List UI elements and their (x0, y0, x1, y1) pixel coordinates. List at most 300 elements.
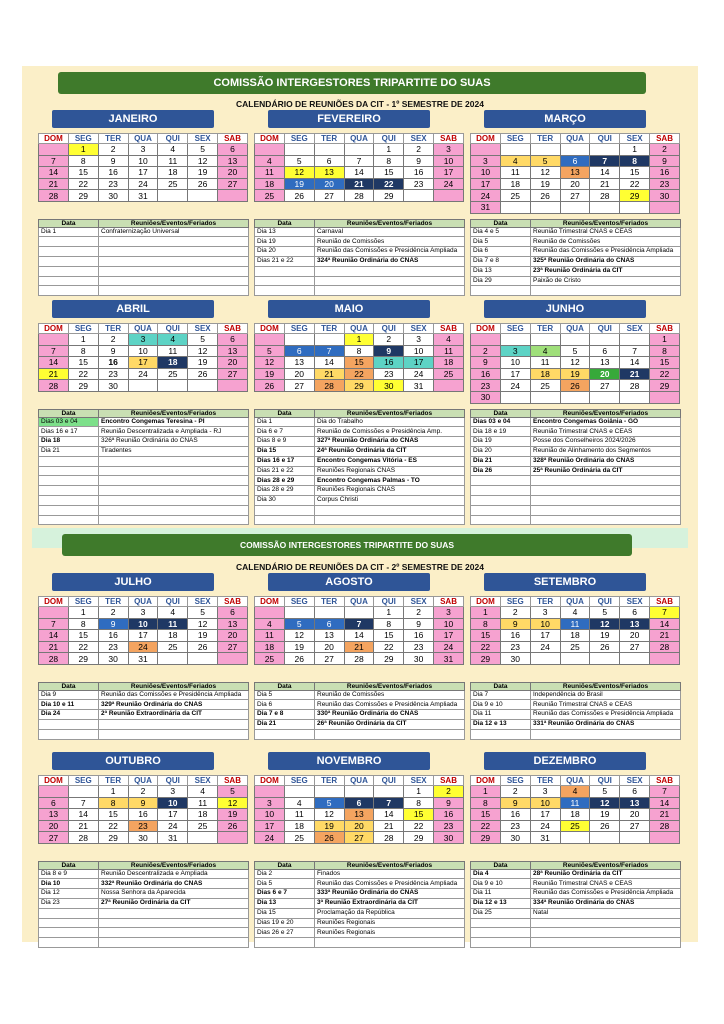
weekday-header: DOM (39, 324, 69, 334)
event-date (255, 505, 315, 515)
weekday-header: TER (530, 597, 560, 607)
event-date: Dia 5 (255, 690, 315, 700)
title-banner-2: COMISSÃO INTERGESTORES TRIPARTITE DO SUAS (62, 534, 632, 556)
day-cell: 2 (471, 345, 501, 357)
event-date: Dia 12 e 13 (471, 898, 531, 908)
day-cell (344, 607, 374, 619)
event-date: Dia 18 (39, 437, 99, 447)
day-cell (560, 391, 590, 403)
event-description (99, 247, 249, 257)
day-cell: 20 (590, 368, 620, 380)
event-date: Dia 29 (471, 276, 531, 286)
day-cell: 30 (98, 190, 128, 202)
day-cell: 26 (530, 190, 560, 202)
day-cell: 24 (500, 380, 530, 392)
calendar-grid (38, 133, 248, 202)
day-cell: 18 (560, 809, 590, 821)
calendar-grid (470, 775, 680, 844)
day-cell (620, 334, 650, 346)
event-date: Dia 9 e 10 (471, 700, 531, 710)
day-cell: 24 (128, 641, 158, 653)
weekday-header: QUI (374, 324, 404, 334)
day-cell (218, 653, 248, 665)
weekday-header: SEG (284, 324, 314, 334)
calendar-grid (38, 775, 248, 844)
month-header: MARÇO (484, 110, 646, 128)
day-cell (39, 786, 69, 798)
weekday-header: SAB (218, 597, 248, 607)
event-description: Tiradentes (99, 446, 249, 456)
event-description: Reunião das Comissões e Presidência Ampliada (315, 879, 465, 889)
day-cell: 14 (39, 630, 69, 642)
day-cell (530, 391, 560, 403)
day-cell: 19 (188, 357, 218, 369)
day-cell: 15 (68, 167, 98, 179)
day-cell: 20 (218, 167, 248, 179)
day-cell: 4 (434, 334, 464, 346)
day-cell: 3 (500, 345, 530, 357)
day-cell: 3 (128, 334, 158, 346)
day-cell (188, 380, 218, 392)
weekday-header: SEG (68, 776, 98, 786)
event-date (471, 495, 531, 505)
events-desc-header: Reuniões/Eventos/Feriados (315, 682, 465, 690)
event-description (99, 938, 249, 948)
day-cell: 26 (188, 368, 218, 380)
day-cell: 6 (218, 144, 248, 156)
day-cell: 23 (404, 641, 434, 653)
day-cell: 17 (404, 357, 434, 369)
day-cell: 20 (284, 368, 314, 380)
day-cell: 17 (128, 357, 158, 369)
event-description (99, 928, 249, 938)
day-cell: 31 (128, 653, 158, 665)
day-cell: 23 (650, 178, 680, 190)
day-cell: 1 (98, 786, 128, 798)
day-cell: 20 (218, 630, 248, 642)
day-cell: 5 (188, 144, 218, 156)
day-cell: 25 (158, 368, 188, 380)
event-date (39, 276, 99, 286)
day-cell: 24 (158, 820, 188, 832)
day-cell: 7 (344, 155, 374, 167)
day-cell: 18 (434, 357, 464, 369)
day-cell: 5 (560, 345, 590, 357)
day-cell: 1 (620, 144, 650, 156)
day-cell: 8 (650, 345, 680, 357)
day-cell: 12 (530, 167, 560, 179)
day-cell: 6 (314, 155, 344, 167)
day-cell: 4 (158, 144, 188, 156)
day-cell: 10 (434, 155, 464, 167)
day-cell: 26 (255, 380, 285, 392)
day-cell: 13 (590, 357, 620, 369)
events-date-header: Data (255, 682, 315, 690)
event-date (39, 938, 99, 948)
day-cell: 22 (68, 178, 98, 190)
calendar-grid (38, 323, 248, 392)
day-cell: 2 (650, 144, 680, 156)
day-cell: 28 (39, 653, 69, 665)
event-date: Dia 23 (39, 898, 99, 908)
event-description (315, 266, 465, 276)
day-cell: 8 (404, 797, 434, 809)
weekday-header: SAB (434, 134, 464, 144)
weekday-header: SEX (620, 324, 650, 334)
month-header: DEZEMBRO (484, 752, 646, 770)
event-date: Dia 13 (471, 266, 531, 276)
weekday-header: SAB (650, 324, 680, 334)
day-cell: 3 (158, 786, 188, 798)
month-header: AGOSTO (268, 573, 430, 591)
day-cell (471, 334, 501, 346)
event-description: Reuniões Regionais CNAS (315, 486, 465, 496)
events-table (38, 409, 249, 526)
day-cell: 1 (344, 334, 374, 346)
events-desc-header: Reuniões/Eventos/Feriados (531, 219, 681, 227)
day-cell: 12 (188, 618, 218, 630)
day-cell: 1 (650, 334, 680, 346)
day-cell: 18 (500, 178, 530, 190)
weekday-header: QUI (158, 134, 188, 144)
day-cell: 18 (158, 167, 188, 179)
event-description (531, 505, 681, 515)
event-description: 2ª Reunião Extraordinária da CIT (99, 710, 249, 720)
events-date-header: Data (255, 861, 315, 869)
day-cell: 16 (98, 630, 128, 642)
day-cell: 9 (98, 618, 128, 630)
event-description (315, 515, 465, 525)
event-date: Dia 4 (471, 869, 531, 879)
weekday-header: SEX (620, 597, 650, 607)
events-table (470, 219, 681, 297)
day-cell: 25 (560, 820, 590, 832)
event-date (39, 237, 99, 247)
day-cell: 3 (128, 144, 158, 156)
weekday-header: SEX (188, 324, 218, 334)
weekday-header: QUA (344, 134, 374, 144)
event-description: 327ª Reunião Ordinária do CNAS (315, 437, 465, 447)
event-description (315, 505, 465, 515)
day-cell: 17 (530, 809, 560, 821)
day-cell (650, 391, 680, 403)
day-cell: 18 (255, 641, 285, 653)
event-description: Reunião das Comissões e Presidência Ampliada (531, 889, 681, 899)
event-description: 23ª Reunião Ordinária da CIT (531, 266, 681, 276)
events-desc-header: Reuniões/Eventos/Feriados (315, 409, 465, 417)
month-header: OUTUBRO (52, 752, 214, 770)
event-description (99, 237, 249, 247)
day-cell: 15 (344, 357, 374, 369)
event-description (99, 495, 249, 505)
day-cell: 6 (590, 345, 620, 357)
day-cell: 22 (620, 178, 650, 190)
month-header: NOVEMBRO (268, 752, 430, 770)
day-cell (560, 201, 590, 213)
day-cell: 14 (39, 167, 69, 179)
event-description: 328ª Reunião Ordinária do CNAS (531, 456, 681, 466)
event-date: Dia 20 (471, 446, 531, 456)
event-date (255, 266, 315, 276)
event-description (99, 918, 249, 928)
day-cell: 16 (500, 809, 530, 821)
event-description (531, 918, 681, 928)
day-cell: 3 (434, 607, 464, 619)
events-date-header: Data (39, 682, 99, 690)
day-cell (530, 201, 560, 213)
event-description (99, 456, 249, 466)
day-cell: 18 (188, 809, 218, 821)
day-cell: 5 (218, 786, 248, 798)
day-cell: 12 (314, 809, 344, 821)
event-date: Dia 15 (255, 908, 315, 918)
day-cell: 9 (404, 155, 434, 167)
day-cell: 25 (255, 653, 285, 665)
day-cell (39, 144, 69, 156)
day-cell: 11 (434, 345, 464, 357)
day-cell: 26 (284, 653, 314, 665)
day-cell: 21 (39, 641, 69, 653)
event-description: Reuniões Regionais (315, 928, 465, 938)
weekday-header: SEX (188, 597, 218, 607)
day-cell: 6 (39, 797, 69, 809)
day-cell: 13 (620, 797, 650, 809)
day-cell (560, 832, 590, 844)
day-cell (314, 334, 344, 346)
event-description: 24ª Reunião Ordinária da CIT (315, 446, 465, 456)
day-cell: 23 (500, 820, 530, 832)
day-cell: 19 (560, 368, 590, 380)
day-cell: 26 (284, 190, 314, 202)
day-cell (650, 832, 680, 844)
day-cell (188, 832, 218, 844)
day-cell: 7 (39, 345, 69, 357)
day-cell: 29 (650, 380, 680, 392)
day-cell (255, 607, 285, 619)
day-cell: 24 (404, 368, 434, 380)
event-date: Dia 13 (255, 898, 315, 908)
event-date: Dia 11 (471, 710, 531, 720)
day-cell: 23 (98, 368, 128, 380)
day-cell (158, 380, 188, 392)
day-cell: 3 (128, 607, 158, 619)
event-date: Dia 12 (39, 889, 99, 899)
day-cell: 29 (68, 653, 98, 665)
events-date-header: Data (471, 861, 531, 869)
event-date: Dia 25 (471, 908, 531, 918)
weekday-header: SAB (218, 776, 248, 786)
event-description (99, 729, 249, 739)
weekday-header: QUA (128, 324, 158, 334)
calendar-grid (470, 323, 680, 404)
subtitle-1: CALENDÁRIO DE REUNIÕES DA CIT - 1º SEMESTRE DE 2024 (236, 99, 484, 109)
day-cell: 19 (218, 809, 248, 821)
event-description: Natal (531, 908, 681, 918)
day-cell (434, 190, 464, 202)
event-description (531, 286, 681, 296)
day-cell: 5 (590, 607, 620, 619)
day-cell: 18 (158, 357, 188, 369)
day-cell: 10 (500, 357, 530, 369)
day-cell: 1 (404, 786, 434, 798)
day-cell: 20 (314, 178, 344, 190)
day-cell: 22 (404, 820, 434, 832)
event-description: Encontro Congemas Vitória - ES (315, 456, 465, 466)
day-cell (255, 786, 285, 798)
event-date: Dia 6 (255, 700, 315, 710)
event-description (531, 938, 681, 948)
events-date-header: Data (39, 409, 99, 417)
day-cell: 8 (68, 345, 98, 357)
day-cell: 22 (374, 641, 404, 653)
day-cell: 8 (374, 618, 404, 630)
day-cell: 30 (374, 380, 404, 392)
weekday-header: SAB (434, 324, 464, 334)
day-cell: 5 (284, 155, 314, 167)
event-description: Reunião Descentralizada e Ampliada - RJ (99, 427, 249, 437)
day-cell: 30 (128, 832, 158, 844)
calendar-grid (254, 596, 464, 665)
day-cell: 11 (188, 797, 218, 809)
event-description (99, 908, 249, 918)
event-description: 26ª Reunião Ordinária da CIT (315, 719, 465, 729)
day-cell: 11 (530, 357, 560, 369)
day-cell: 26 (590, 820, 620, 832)
events-date-header: Data (255, 219, 315, 227)
events-desc-header: Reuniões/Eventos/Feriados (531, 682, 681, 690)
event-description: Reunião de Comissões (315, 690, 465, 700)
day-cell: 3 (434, 144, 464, 156)
day-cell: 25 (434, 368, 464, 380)
day-cell: 21 (590, 178, 620, 190)
day-cell: 9 (128, 797, 158, 809)
event-date: Dia 10 e 11 (39, 700, 99, 710)
day-cell: 28 (650, 641, 680, 653)
day-cell: 14 (590, 167, 620, 179)
event-description: Reunião das Comissões e Presidência Ampliada (531, 247, 681, 257)
day-cell: 22 (68, 368, 98, 380)
day-cell: 31 (434, 653, 464, 665)
day-cell: 9 (98, 155, 128, 167)
day-cell: 1 (68, 144, 98, 156)
event-description: Posse dos Conselheiros 2024/2026 (531, 437, 681, 447)
day-cell: 17 (471, 178, 501, 190)
weekday-header: TER (314, 776, 344, 786)
day-cell: 28 (344, 190, 374, 202)
day-cell: 4 (188, 786, 218, 798)
day-cell: 4 (500, 155, 530, 167)
event-description: Encontro Congemas Goiânia - GO (531, 417, 681, 427)
weekday-header: SEX (404, 134, 434, 144)
day-cell: 25 (158, 178, 188, 190)
day-cell (374, 786, 404, 798)
day-cell: 26 (314, 832, 344, 844)
day-cell: 30 (500, 832, 530, 844)
day-cell (188, 653, 218, 665)
day-cell: 16 (500, 630, 530, 642)
day-cell: 27 (218, 641, 248, 653)
weekday-header: QUA (128, 134, 158, 144)
day-cell: 10 (404, 345, 434, 357)
day-cell (471, 144, 501, 156)
day-cell: 12 (284, 167, 314, 179)
day-cell: 17 (128, 630, 158, 642)
event-date: Dias 16 e 17 (255, 456, 315, 466)
day-cell: 23 (471, 380, 501, 392)
day-cell: 13 (284, 357, 314, 369)
event-date: Dia 6 e 7 (255, 427, 315, 437)
day-cell: 2 (500, 786, 530, 798)
day-cell: 9 (98, 345, 128, 357)
day-cell: 19 (314, 820, 344, 832)
events-desc-header: Reuniões/Eventos/Feriados (99, 682, 249, 690)
event-description (99, 515, 249, 525)
events-desc-header: Reuniões/Eventos/Feriados (315, 861, 465, 869)
day-cell: 12 (255, 357, 285, 369)
day-cell: 29 (620, 190, 650, 202)
event-date (39, 456, 99, 466)
events-table (254, 861, 465, 948)
day-cell: 15 (68, 630, 98, 642)
day-cell: 6 (314, 618, 344, 630)
day-cell: 22 (344, 368, 374, 380)
day-cell: 29 (344, 380, 374, 392)
event-date: Dia 9 (39, 690, 99, 700)
event-date: Dias 19 e 20 (255, 918, 315, 928)
day-cell: 1 (374, 607, 404, 619)
event-description: Encontro Congemas Teresina - PI (99, 417, 249, 427)
day-cell: 27 (344, 832, 374, 844)
weekday-header: QUI (374, 134, 404, 144)
event-description (99, 276, 249, 286)
day-cell: 22 (68, 641, 98, 653)
events-table (254, 219, 465, 297)
day-cell: 19 (284, 178, 314, 190)
weekday-header: QUI (374, 597, 404, 607)
day-cell: 26 (590, 641, 620, 653)
day-cell: 11 (158, 155, 188, 167)
event-description (99, 256, 249, 266)
weekday-header: DOM (471, 134, 501, 144)
day-cell: 12 (188, 345, 218, 357)
day-cell: 5 (590, 786, 620, 798)
weekday-header: QUA (128, 597, 158, 607)
day-cell (314, 607, 344, 619)
day-cell: 25 (188, 820, 218, 832)
event-date (39, 505, 99, 515)
day-cell (218, 190, 248, 202)
day-cell: 30 (500, 653, 530, 665)
day-cell (590, 144, 620, 156)
day-cell: 2 (404, 144, 434, 156)
event-description: Reuniões Regionais CNAS (315, 466, 465, 476)
day-cell (500, 334, 530, 346)
day-cell: 15 (68, 357, 98, 369)
day-cell: 24 (530, 641, 560, 653)
day-cell (500, 201, 530, 213)
day-cell: 16 (374, 357, 404, 369)
day-cell (650, 201, 680, 213)
day-cell (255, 334, 285, 346)
day-cell: 14 (344, 630, 374, 642)
event-description (99, 466, 249, 476)
day-cell (39, 607, 69, 619)
weekday-header: QUI (158, 324, 188, 334)
day-cell: 27 (620, 641, 650, 653)
day-cell (39, 334, 69, 346)
day-cell: 17 (434, 630, 464, 642)
day-cell (620, 391, 650, 403)
